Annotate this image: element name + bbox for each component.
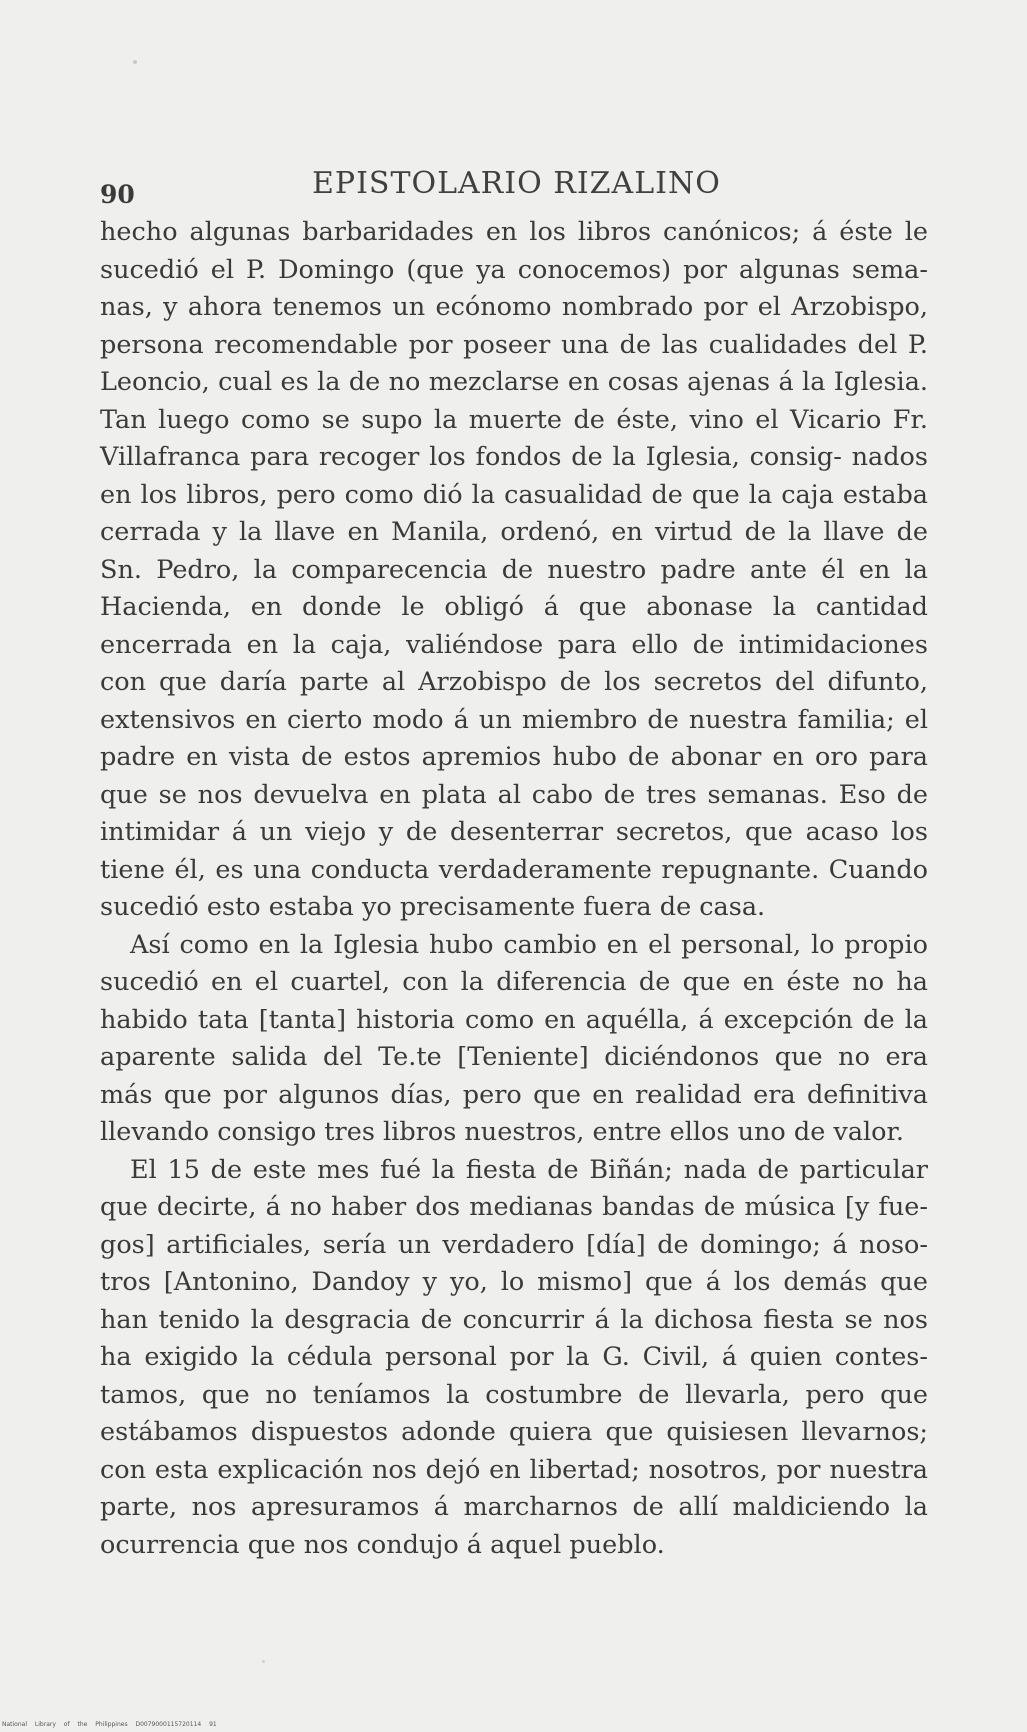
scan-credit-footer: National Library of the Philippines D0079000115720114 91 <box>2 1721 217 1728</box>
paragraph: hecho algunas barbaridades en los libros canónicos; á éste le sucedió el P. Domingo (que ya conocemos) por algunas sema- nas, y ahora tenemos un ecónomo nombrado por el Arzobispo, persona recomendable por poseer una de las cualidades del P. Leoncio, cual es la de no mezclarse en cosas ajenas á la Iglesia. Tan luego como se supo la muerte de éste, vino el Vicario Fr. Villafranca para recoger los fondos de la Iglesia, consig- nados en los libros, pero como dió la casualidad de que la caja estaba cerrada y la llave en Manila, ordenó, en virtud de la llave de Sn. Pedro, la comparecencia de nuestro padre ante él en la Hacienda, en donde le obligó á que abonase la cantidad encerrada en la caja, valiéndose para ello de intimidaciones con que daría parte al Arzobispo de los secretos del difunto, extensivos en cierto modo á un miembro de nuestra familia; el padre en vista de estos apremios hubo de abonar en oro para que se nos devuelva en plata al cabo de tres semanas. Eso de intimidar á un viejo y de desenterrar secretos, que acaso los tiene él, es una conducta verdaderamente repugnante. Cuando sucedió esto estaba yo precisamente fuera de casa. <box>100 217 928 922</box>
scan-speck <box>262 1660 265 1663</box>
scan-speck <box>133 60 137 64</box>
body-text <box>100 214 928 1564</box>
paragraph: El 15 de este mes fué la fiesta de Biñán; nada de particular que decirte, á no haber dos medianas bandas de música [y fue- gos] artificiales, sería un verdadero [día] de domingo; á noso- tros [Antonino, Dandoy y yo, lo mismo] que á los demás que han tenido la desgracia de concurrir á la dichosa fiesta se nos ha exigido la cédula personal por la G. Civil, á quien contes- tamos, que no teníamos la costumbre de llevarla, pero que estábamos dispuestos adonde quiera que quisiesen llevarnos; con esta explicación nos dejó en libertad; nosotros, por nuestra parte, nos apresuramos á marcharnos de allí maldiciendo la ocurrencia que nos condujo á aquel pueblo. <box>100 1154 928 1560</box>
page-number: 90 <box>100 180 135 209</box>
running-head-title: EPISTOLARIO RIZALINO <box>312 166 721 201</box>
paragraph: Así como en la Iglesia hubo cambio en el personal, lo propio sucedió en el cuartel, con la diferencia de que en éste no ha habido tata [tanta] historia como en aquélla, á excepción de la aparente salida del Te.te [Teniente] diciéndonos que no era más que por algunos días, pero que en realidad era definitiva llevando consigo tres libros nuestros, entre ellos uno de valor. <box>100 929 928 1147</box>
